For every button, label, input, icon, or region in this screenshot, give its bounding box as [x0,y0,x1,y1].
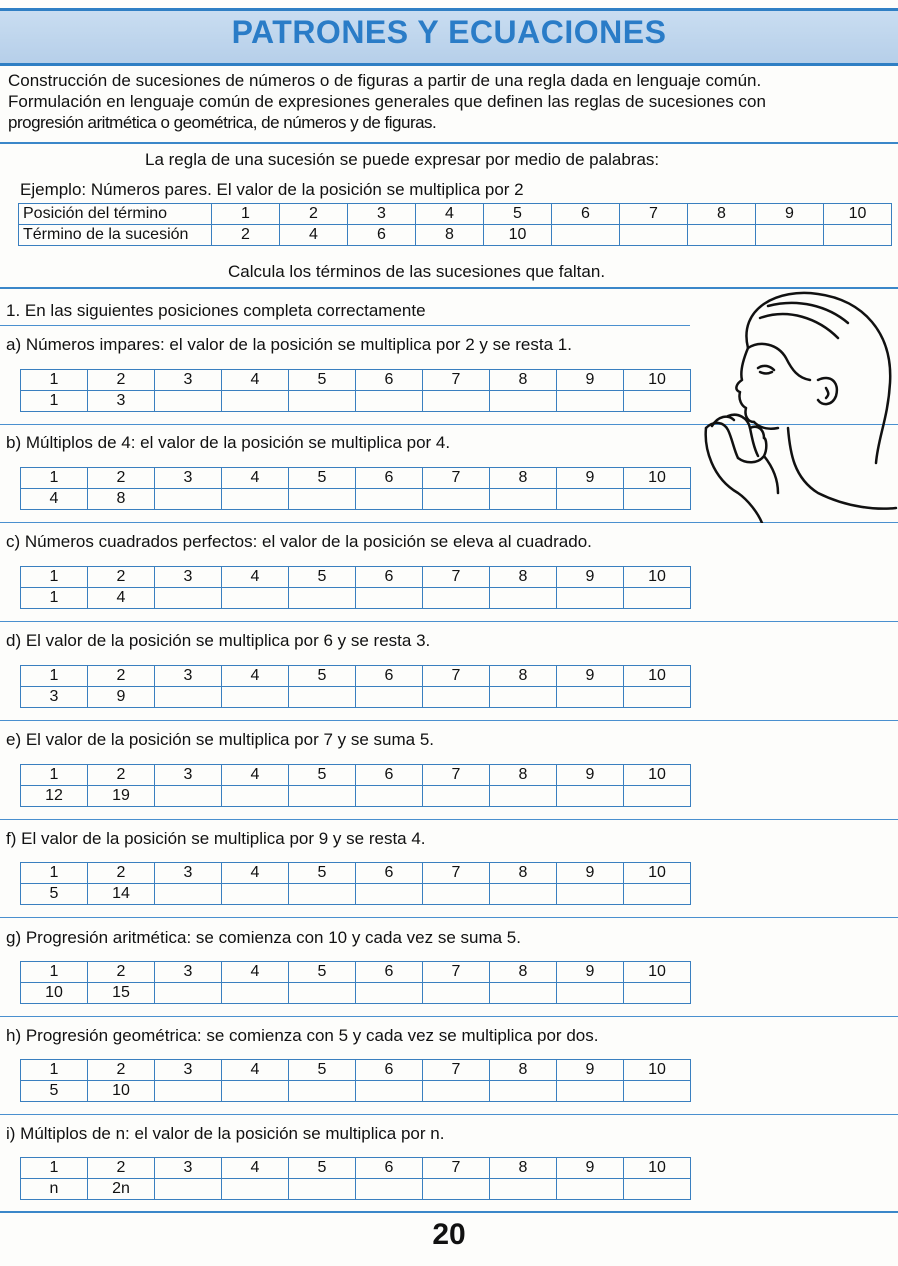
answer-cell[interactable] [490,687,557,708]
divider [0,142,898,144]
position-cell: 9 [557,567,624,588]
answer-cell[interactable] [423,391,490,412]
position-cell: 6 [356,468,423,489]
position-cell: 6 [356,863,423,884]
position-cell: 8 [490,370,557,391]
answer-cell[interactable] [490,489,557,510]
position-cell: 5 [289,468,356,489]
sequence-table [20,1157,691,1200]
answer-cell[interactable] [155,884,222,905]
answer-cell[interactable] [289,786,356,807]
sequence-table [20,1059,691,1102]
position-cell: 7 [423,863,490,884]
example-term-cell[interactable] [688,225,756,246]
position-cell: 7 [423,666,490,687]
position-cell: 4 [222,1158,289,1179]
position-cell: 3 [155,468,222,489]
answer-cell[interactable] [289,884,356,905]
position-cell: 7 [423,962,490,983]
term-cell: 8 [88,489,155,510]
answer-cell[interactable] [423,983,490,1004]
position-cell: 5 [289,962,356,983]
position-cell: 5 [289,1158,356,1179]
positions-row [21,567,691,588]
answer-cell[interactable] [222,588,289,609]
position-cell: 4 [222,1060,289,1081]
rule-statement: La regla de una sucesión se puede expresar por medio de palabras: [145,150,660,169]
position-cell: 1 [21,863,88,884]
position-cell: 3 [155,666,222,687]
position-cell: 8 [490,567,557,588]
term-cell: 5 [21,884,88,905]
position-cell: 5 [289,765,356,786]
example-position-cell: 9 [756,204,824,225]
position-cell: 1 [21,1158,88,1179]
position-cell: 4 [222,863,289,884]
position-cell: 10 [624,863,691,884]
terms-row [21,1081,691,1102]
term-cell: 3 [88,391,155,412]
intro-line-3: progresión aritmética o geométrica, de números y de figuras. [8,113,437,132]
position-cell: 10 [624,468,691,489]
positions-row [21,666,691,687]
answer-cell[interactable] [557,884,624,905]
position-cell: 5 [289,666,356,687]
example-position-cell: 5 [484,204,552,225]
row-label-position: Posición del término [19,204,212,225]
intro-line-2: Formulación en lenguaje común de expresiones generales que definen las reglas de sucesiones con [8,92,766,111]
positions-row [21,1060,691,1081]
position-cell: 6 [356,1060,423,1081]
example-caption: Ejemplo: Números pares. El valor de la posición se multiplica por 2 [20,180,524,199]
answer-cell[interactable] [423,884,490,905]
answer-cell[interactable] [490,1081,557,1102]
intro-text [8,70,893,133]
divider [0,720,898,721]
answer-cell[interactable] [155,687,222,708]
position-cell: 3 [155,863,222,884]
position-cell: 2 [88,863,155,884]
example-position-cell: 3 [348,204,416,225]
page-number: 20 [432,1218,466,1251]
answer-cell[interactable] [222,983,289,1004]
divider [0,325,690,326]
row-label-term: Término de la sucesión [19,225,212,246]
answer-cell[interactable] [356,588,423,609]
position-cell: 3 [155,370,222,391]
answer-cell[interactable] [155,983,222,1004]
positions-row [21,962,691,983]
answer-cell[interactable] [557,588,624,609]
example-term-cell[interactable] [824,225,892,246]
answer-cell[interactable] [624,489,691,510]
term-cell: 15 [88,983,155,1004]
answer-cell[interactable] [557,1081,624,1102]
answer-cell[interactable] [557,687,624,708]
example-positions-row [19,204,892,225]
answer-cell[interactable] [423,588,490,609]
answer-cell[interactable] [490,884,557,905]
answer-cell[interactable] [155,786,222,807]
divider [0,917,898,918]
position-cell: 4 [222,567,289,588]
position-cell: 10 [624,1060,691,1081]
sequence-table [20,369,691,412]
answer-cell[interactable] [222,1179,289,1200]
position-cell: 7 [423,567,490,588]
terms-row [21,1179,691,1200]
terms-row [21,588,691,609]
position-cell: 1 [21,370,88,391]
position-cell: 4 [222,666,289,687]
example-term-cell: 2 [212,225,280,246]
answer-cell[interactable] [356,1179,423,1200]
page-title: PATRONES Y ECUACIONES [231,14,667,50]
position-cell: 9 [557,1158,624,1179]
example-term-cell: 10 [484,225,552,246]
answer-cell[interactable] [624,1081,691,1102]
answer-cell[interactable] [289,687,356,708]
answer-cell[interactable] [222,1081,289,1102]
position-cell: 1 [21,765,88,786]
exercise-label: g) Progresión aritmética: se comienza con 10 y cada vez se suma 5. [6,928,521,947]
position-cell: 6 [356,370,423,391]
position-cell: 4 [222,962,289,983]
position-cell: 2 [88,567,155,588]
position-cell: 2 [88,468,155,489]
answer-cell[interactable] [423,1179,490,1200]
answer-cell[interactable] [624,884,691,905]
answer-cell[interactable] [356,687,423,708]
answer-cell[interactable] [557,983,624,1004]
position-cell: 4 [222,765,289,786]
answer-cell[interactable] [155,1081,222,1102]
position-cell: 2 [88,370,155,391]
position-cell: 6 [356,567,423,588]
answer-cell[interactable] [289,1081,356,1102]
position-cell: 10 [624,1158,691,1179]
position-cell: 6 [356,666,423,687]
position-cell: 2 [88,666,155,687]
position-cell: 9 [557,666,624,687]
example-position-cell: 2 [280,204,348,225]
position-cell: 5 [289,567,356,588]
answer-cell[interactable] [289,1179,356,1200]
answer-cell[interactable] [557,1179,624,1200]
position-cell: 7 [423,765,490,786]
term-cell: 14 [88,884,155,905]
position-cell: 7 [423,1060,490,1081]
thinking-girl-illustration [698,288,898,523]
term-cell: 19 [88,786,155,807]
answer-cell[interactable] [155,489,222,510]
position-cell: 3 [155,567,222,588]
position-cell: 3 [155,1158,222,1179]
exercise-label: i) Múltiplos de n: el valor de la posición se multiplica por n. [6,1124,445,1143]
answer-cell[interactable] [356,786,423,807]
example-term-cell: 4 [280,225,348,246]
answer-cell[interactable] [356,884,423,905]
term-cell: 4 [88,588,155,609]
answer-cell[interactable] [557,786,624,807]
answer-cell[interactable] [423,1081,490,1102]
example-position-cell: 10 [824,204,892,225]
example-position-cell: 6 [552,204,620,225]
position-cell: 8 [490,863,557,884]
position-cell: 5 [289,370,356,391]
term-cell: 10 [21,983,88,1004]
answer-cell[interactable] [624,588,691,609]
terms-row [21,489,691,510]
position-cell: 2 [88,765,155,786]
position-cell: 2 [88,1060,155,1081]
term-cell: 12 [21,786,88,807]
position-cell: 9 [557,765,624,786]
term-cell: 2n [88,1179,155,1200]
term-cell: 3 [21,687,88,708]
position-cell: 8 [490,1060,557,1081]
position-cell: 4 [222,370,289,391]
position-cell: 7 [423,468,490,489]
term-cell: 10 [88,1081,155,1102]
position-cell: 2 [88,962,155,983]
answer-cell[interactable] [289,391,356,412]
answer-cell[interactable] [490,391,557,412]
term-cell: 5 [21,1081,88,1102]
answer-cell[interactable] [356,1081,423,1102]
position-cell: 8 [490,468,557,489]
position-cell: 10 [624,666,691,687]
example-position-cell: 4 [416,204,484,225]
position-cell: 7 [423,1158,490,1179]
example-position-cell: 8 [688,204,756,225]
example-table [18,203,892,246]
intro-line-1: Construcción de sucesiones de números o de figuras a partir de una regla dada en lenguaje común. [8,71,762,90]
answer-cell[interactable] [222,786,289,807]
answer-cell[interactable] [222,884,289,905]
position-cell: 6 [356,765,423,786]
answer-cell[interactable] [155,391,222,412]
terms-row [21,391,691,412]
position-cell: 1 [21,468,88,489]
sequence-table [20,961,691,1004]
example-term-cell: 8 [416,225,484,246]
answer-cell[interactable] [289,489,356,510]
position-cell: 9 [557,370,624,391]
divider [0,819,898,820]
answer-cell[interactable] [222,391,289,412]
position-cell: 10 [624,370,691,391]
answer-cell[interactable] [624,687,691,708]
position-cell: 6 [356,962,423,983]
answer-cell[interactable] [356,489,423,510]
answer-cell[interactable] [289,983,356,1004]
instruction: Calcula los términos de las sucesiones que faltan. [228,262,606,281]
position-cell: 10 [624,962,691,983]
positions-row [21,863,691,884]
position-cell: 10 [624,765,691,786]
term-cell: n [21,1179,88,1200]
example-term-cell[interactable] [552,225,620,246]
positions-row [21,1158,691,1179]
position-cell: 5 [289,1060,356,1081]
sequence-table [20,862,691,905]
answer-cell[interactable] [356,391,423,412]
terms-row [21,983,691,1004]
divider [0,621,898,622]
answer-cell[interactable] [624,786,691,807]
answer-cell[interactable] [222,687,289,708]
position-cell: 9 [557,962,624,983]
position-cell: 6 [356,1158,423,1179]
position-cell: 1 [21,1060,88,1081]
answer-cell[interactable] [490,1179,557,1200]
position-cell: 10 [624,567,691,588]
position-cell: 3 [155,765,222,786]
terms-row [21,786,691,807]
positions-row [21,765,691,786]
terms-row [21,884,691,905]
answer-cell[interactable] [423,786,490,807]
answer-cell[interactable] [423,687,490,708]
positions-row [21,468,691,489]
position-cell: 1 [21,666,88,687]
position-cell: 9 [557,468,624,489]
answer-cell[interactable] [490,983,557,1004]
answer-cell[interactable] [222,489,289,510]
position-cell: 1 [21,567,88,588]
position-cell: 8 [490,765,557,786]
exercise-label: d) El valor de la posición se multiplica por 6 y se resta 3. [6,631,431,650]
divider [0,1016,898,1017]
term-cell: 9 [88,687,155,708]
position-cell: 5 [289,863,356,884]
example-terms-row [19,225,892,246]
sequence-table [20,764,691,807]
position-cell: 4 [222,468,289,489]
answer-cell[interactable] [624,1179,691,1200]
answer-cell[interactable] [557,391,624,412]
answer-cell[interactable] [356,983,423,1004]
exercise-label: c) Números cuadrados perfectos: el valor de la posición se eleva al cuadrado. [6,532,592,551]
term-cell: 1 [21,588,88,609]
answer-cell[interactable] [423,489,490,510]
answer-cell[interactable] [155,588,222,609]
positions-row [21,370,691,391]
answer-cell[interactable] [490,786,557,807]
exercise-title: 1. En las siguientes posiciones completa correctamente [6,301,426,320]
position-cell: 3 [155,1060,222,1081]
position-cell: 9 [557,1060,624,1081]
position-cell: 1 [21,962,88,983]
position-cell: 8 [490,666,557,687]
answer-cell[interactable] [289,588,356,609]
example-position-cell: 7 [620,204,688,225]
example-term-cell[interactable] [620,225,688,246]
position-cell: 3 [155,962,222,983]
exercise-label: h) Progresión geométrica: se comienza con 5 y cada vez se multiplica por dos. [6,1026,599,1045]
example-position-cell: 1 [212,204,280,225]
answer-cell[interactable] [624,983,691,1004]
position-cell: 8 [490,1158,557,1179]
example-term-cell: 6 [348,225,416,246]
position-cell: 8 [490,962,557,983]
answer-cell[interactable] [557,489,624,510]
sequence-table [20,566,691,609]
sequence-table [20,467,691,510]
exercise-label: a) Números impares: el valor de la posición se multiplica por 2 y se resta 1. [6,335,572,354]
sequence-table [20,665,691,708]
term-cell: 4 [21,489,88,510]
answer-cell[interactable] [155,1179,222,1200]
position-cell: 9 [557,863,624,884]
exercise-label: e) El valor de la posición se multiplica por 7 y se suma 5. [6,730,435,749]
position-cell: 2 [88,1158,155,1179]
answer-cell[interactable] [490,588,557,609]
exercise-label: b) Múltiplos de 4: el valor de la posición se multiplica por 4. [6,433,451,452]
exercise-label: f) El valor de la posición se multiplica por 9 y se resta 4. [6,829,426,848]
answer-cell[interactable] [624,391,691,412]
terms-row [21,687,691,708]
divider [0,1114,898,1115]
bottom-divider [0,1211,898,1213]
example-term-cell[interactable] [756,225,824,246]
position-cell: 7 [423,370,490,391]
term-cell: 1 [21,391,88,412]
